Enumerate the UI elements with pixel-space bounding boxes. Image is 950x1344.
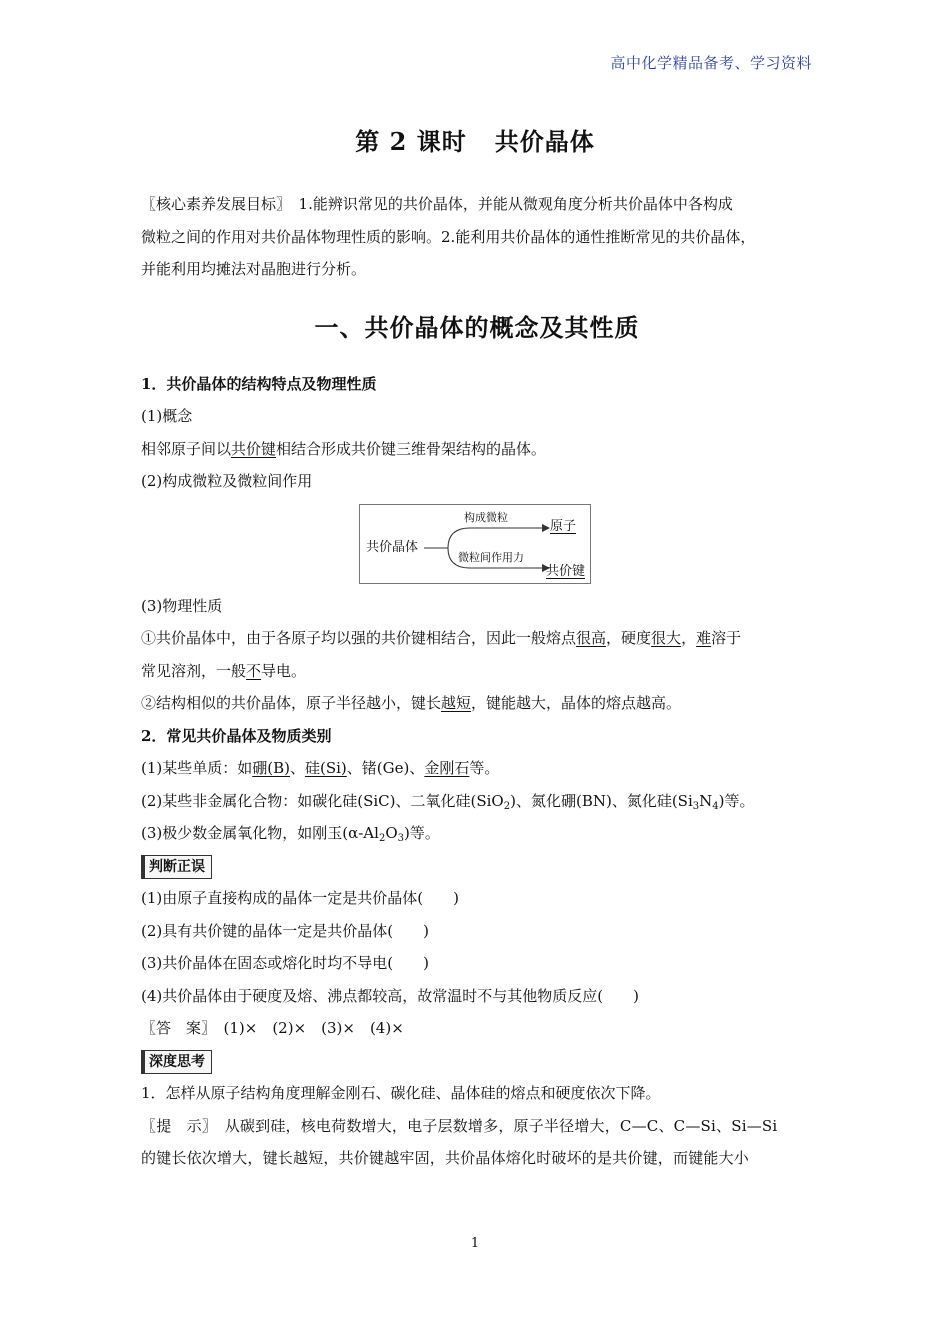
structure-diagram [359,504,591,584]
goals-line-1: 1.能辨识常见的共价晶体，并能从微观角度分析共价晶体中各构成 [298,195,733,213]
title-topic: 共价晶体 [494,127,595,156]
section-heading: 一、共价晶体的概念及其性质 [314,312,640,342]
document-body [141,188,813,1175]
think-badge: 深度思考 [141,1050,212,1074]
properties-item-2: ②结构相似的共价晶体，原子半径越小，键长越短，键能越大，晶体的熔点越高。 [141,694,682,712]
subsection-heading-2: 2．常见共价晶体及物质类别 [141,726,332,745]
concept-label: (1)概念 [141,407,193,425]
judge-question-1: (1)由原子直接构成的晶体一定是共价晶体( ) [141,889,459,907]
judge-question-2: (2)具有共价键的晶体一定是共价晶体( ) [141,921,429,940]
diagram-root: 共价晶体 [366,539,419,555]
properties-item-1: ①共价晶体中，由于各原子均以强的共价键相结合，因此一般熔点很高，硬度很大，难溶于 常见溶剂，一般不导电。 [141,629,742,680]
page-header: 高中化学精品备考、学习资料 [610,54,812,72]
judge-answer: 〖答 案〗 (1)× (2)× (3)× (4)× [141,1019,404,1037]
examples-compounds: (2)某些非金属化合物：如碳化硅(SiC)、二氧化硅(SiO$_2$)、氮化硼(BN)、氮化硅$(Si_3N_4)$等。 [141,791,755,812]
goals-label: 〖核心素养发展目标〗 [141,195,284,213]
goals-line-2: 微粒之间的作用对共价晶体物理性质的影响。2.能利用共价晶体的通性推断常见的共价晶体， [141,227,756,246]
goals-paragraph [141,188,813,286]
page-title [0,122,950,157]
examples-elements: (1)某些单质：如硼(B)、硅(Si)、锗(Ge)、金刚石等。 [141,759,500,777]
judge-badge: 判断正误 [141,855,212,879]
title-lesson: 第 2 课时 [355,127,467,156]
think-question-1: 1．怎样从原子结构角度理解金刚石、碳化硅、晶体硅的熔点和硬度依次下降。 [141,1084,661,1102]
underlined-answer: 共价键 [231,439,277,458]
hint-label: 〖提 示〗 [141,1116,210,1135]
diagram-top-label: 构成微粒 [464,510,508,524]
diagram-top-target: 原子 [550,518,577,534]
concept-text: 相邻原子间以共价键相结合形成共价键三维骨架结构的晶体。 [141,439,547,458]
examples-oxides: (3)极少数金属氧化物，如刚玉$(\alpha-Al_2O_3)$等。 [141,824,440,844]
diagram-bottom-target: 共价键 [546,563,586,579]
subsection-heading-1: 1．共价晶体的结构特点及物理性质 [141,374,377,393]
properties-label: (3)物理性质 [141,596,223,615]
think-hint: 〖提 示〗 从碳到硅，核电荷数增大，电子层数增多，原子半径增大，C—C、C—Si、Si—Si 的键长依次增大，键长越短，共价键越牢固，共价晶体熔化时破坏的是共价键，而键能大小 [141,1116,778,1167]
judge-question-3: (3)共价晶体在固态或熔化时均不导电( ) [141,954,429,972]
particles-label: (2)构成微粒及微粒间作用 [141,472,313,490]
judge-question-4: (4)共价晶体由于硬度及熔、沸点都较高，故常温时不与其他物质反应( ) [141,986,639,1005]
page-number: 1 [470,1236,480,1251]
goals-line-3: 并能利用均摊法对晶胞进行分析。 [141,260,367,278]
diagram-bottom-label: 微粒间作用力 [458,550,524,564]
